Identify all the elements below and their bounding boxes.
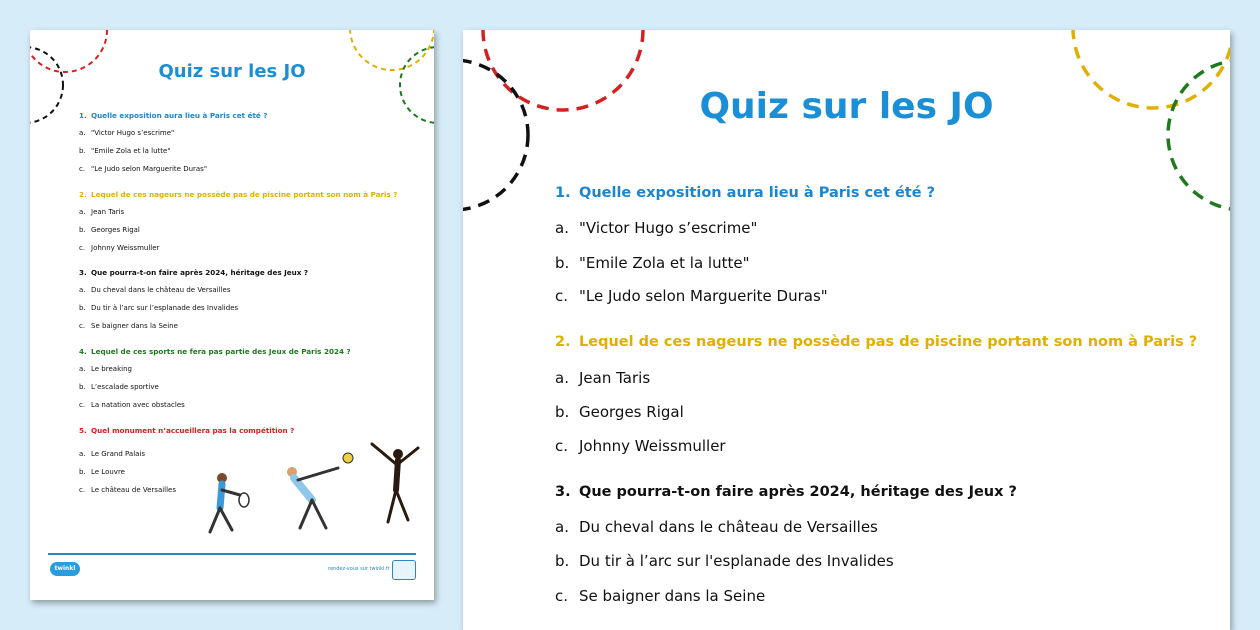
option: a. Du cheval dans le château de Versailles bbox=[555, 518, 878, 536]
option: b. Georges Rigal bbox=[555, 403, 684, 421]
option: c. La natation avec obstacles bbox=[79, 401, 185, 409]
option: c. Johnny Weissmuller bbox=[555, 437, 726, 455]
question-1: 1. Quelle exposition aura lieu à Paris cet été ? bbox=[555, 185, 936, 201]
footer-site-link[interactable]: rendez-vous sur twinkl.fr bbox=[328, 566, 390, 572]
question-3: 3. Que pourra-t-on faire après 2024, héritage des Jeux ? bbox=[555, 484, 1017, 500]
option: b. L’escalade sportive bbox=[79, 383, 159, 391]
option: c. Se baigner dans la Seine bbox=[555, 587, 766, 605]
option: a. "Victor Hugo s’escrime" bbox=[79, 129, 175, 137]
page-title: Quiz sur les JO bbox=[158, 61, 306, 82]
question-5: 5. Quel monument n’accueillera pas la compétition ? bbox=[79, 426, 295, 435]
question-2: 2. Lequel de ces nageurs ne possède pas de piscine portant son nom à Paris ? bbox=[555, 334, 1198, 350]
option: a. "Victor Hugo s’escrime" bbox=[555, 219, 758, 237]
question-4: 4. Lequel de ces sports ne fera pas partie des Jeux de Paris 2024 ? bbox=[79, 347, 351, 356]
worksheet-zoom bbox=[463, 30, 1230, 630]
athletes-illustration bbox=[200, 440, 420, 550]
worksheet-thumbnail bbox=[30, 30, 434, 600]
option: a. Le Grand Palais bbox=[79, 450, 146, 458]
option: b. Le Louvre bbox=[79, 468, 125, 476]
option: a. Du cheval dans le château de Versailles bbox=[79, 286, 231, 294]
option: c. Le château de Versailles bbox=[79, 486, 177, 494]
option: b. Du tir à l’arc sur l’esplanade des Invalides bbox=[79, 304, 239, 312]
option: c. Se baigner dans la Seine bbox=[79, 322, 178, 330]
option: b. "Emile Zola et la lutte" bbox=[555, 254, 750, 272]
option: a. Jean Taris bbox=[79, 208, 125, 216]
footer-divider bbox=[48, 553, 416, 555]
option: b. Du tir à l’arc sur l'esplanade des Invalides bbox=[555, 552, 894, 570]
question-1: 1. Quelle exposition aura lieu à Paris cet été ? bbox=[79, 111, 268, 120]
option: c. "Le Judo selon Marguerite Duras" bbox=[555, 287, 828, 305]
option: a. Jean Taris bbox=[555, 369, 651, 387]
twinkl-logo: twinkl bbox=[50, 562, 80, 576]
option: c. Johnny Weissmuller bbox=[79, 244, 160, 252]
option: c. "Le Judo selon Marguerite Duras" bbox=[79, 165, 208, 173]
option: a. Le breaking bbox=[79, 365, 132, 373]
option: b. "Emile Zola et la lutte" bbox=[79, 147, 171, 155]
option: b. Georges Rigal bbox=[79, 226, 140, 234]
question-2: 2. Lequel de ces nageurs ne possède pas de piscine portant son nom à Paris ? bbox=[79, 190, 398, 199]
question-3: 3. Que pourra-t-on faire après 2024, héritage des Jeux ? bbox=[79, 268, 309, 277]
page-title: Quiz sur les JO bbox=[699, 86, 994, 127]
badge-icon bbox=[392, 560, 416, 580]
